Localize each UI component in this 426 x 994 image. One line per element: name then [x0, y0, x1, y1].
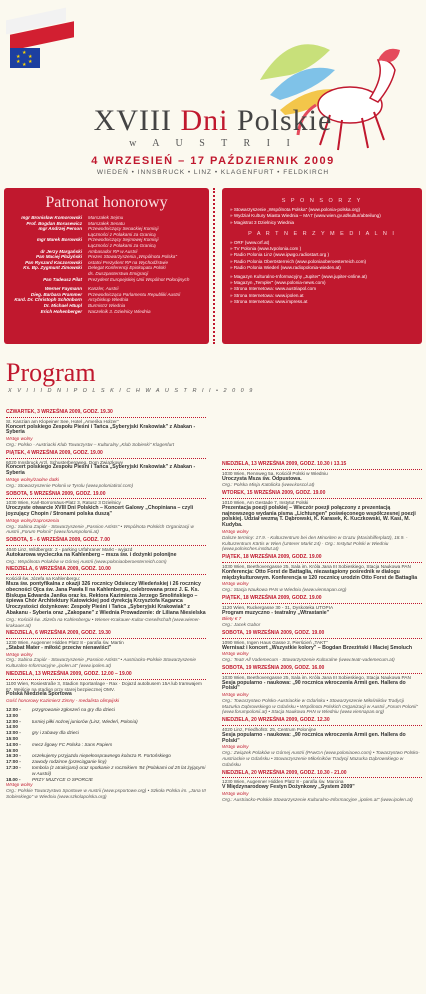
patron-function: Burmistrz Wiednia	[88, 302, 126, 308]
patron-row	[10, 309, 203, 315]
program-subtitle: X V I I I D N I P O L S K I C H W A U S T R I I • 2 0 0 9	[8, 388, 255, 394]
schedule-time: 16:30 -	[6, 753, 21, 759]
event-item	[6, 672, 206, 704]
event-entry: Wstęp wolny	[6, 436, 33, 442]
event-date: SOBOTA, 5 WRZEŚNIA 2009, GODZ. 19.00	[6, 492, 206, 500]
patron-name: Werner Faymann	[44, 286, 82, 292]
patron-name: mgr Marek Borowski	[36, 237, 82, 243]
event-address: 6020 Innsbruck Arzl, Schusterbergweg, Dom Związkowy	[6, 459, 123, 465]
sponsor-item: » Strona Internetowa: www.austriapol.com	[230, 286, 317, 292]
event-title: Prezentacja poezji polskiej – Wieczór poezji połączony z prezentacją najnowszego wydania pisma „Lichtungen" poświęconego współczesnej poezji polskiej. Udział wezmą T. Dąbrowski, K. Karasek, K. Kuczkowski, W. Kasi, M. Kudyba.	[222, 504, 416, 529]
event-address: 1230 Wien, Augenner Hidden Platz 8 - parafia św. Marcina	[222, 779, 344, 785]
schedule-desc: mecz ligowy FC Polska : Sans Papiers	[32, 741, 113, 747]
sponsor-item: » Wydział Kultury Miasta Wiednia – MA7 (www.wien.gv.at/kultur/abteilung)	[230, 213, 381, 219]
event-address: 4020 Linz, Friedhofstr. 25, Centrum Polonijne	[222, 727, 317, 733]
event-item	[222, 771, 422, 803]
event-date: NIEDZIELA, 6 WRZEŚNIA 2009, GODZ. 10.00	[6, 567, 206, 575]
patronat-panel	[4, 188, 209, 344]
event-title: „Stabat Mater - miłość przeciw nienawiści"	[6, 644, 112, 651]
event-date: SOBOTA, 5 - 6 WRZEŚNIA 2009, GODZ. 7.00	[6, 538, 206, 546]
patron-name: Dr. Michael Häupl	[43, 302, 82, 308]
event-address: 4040 Linz, Wildbergstr. 2 - parking Urfahraner Markt - wyjazd	[6, 546, 133, 552]
schedule-desc: oczekujemy przyjazdu niepełnosprawnego kolarza R. Fortońskiego	[32, 753, 171, 759]
event-date: NIEDZIELA, 13 WRZEŚNIA 2009, GODZ. 10.30 i 13.15	[222, 462, 422, 470]
event-date: SOBOTA, 19 WRZEŚNIA 2009, GODZ. 19.00	[222, 631, 422, 639]
patron-function: Arcybiskup Wiednia	[88, 297, 129, 303]
patron-function: Przewodniczący Senackiej Komisji	[88, 226, 159, 232]
event-address: Kościół św. Józefa na Kahlenbergu:	[6, 576, 81, 582]
patron-name: Prof. Bogdan Borusewicz	[26, 220, 82, 226]
patron-name: mgr Andrzej Person	[38, 226, 82, 232]
event-organizer: Org.: Sabina Zapiór - Stowarzyszenie „Passion Artists" • Wspólnota Polskich Organizacji w Austrii „Forum Polonii" (www.forumpolonii.at)	[6, 523, 194, 535]
event-date: NIEDZIELA, 13 WRZEŚNIA 2009, GODZ. 12.00 – 19.00	[6, 672, 206, 680]
schedule-desc: przygrowanie zgłoszeń na gry dla dzieci	[32, 707, 115, 713]
patron-function: ds. Duszpasterstwa Emigracji	[88, 270, 149, 276]
sponsor-item: » Magistrat 3 Dzielnicy Wiednia	[230, 219, 295, 225]
event-dates: 4 WRZESIEŃ – 17 PAŹDZIERNIK 2009	[91, 155, 335, 167]
event-organizer: Org.: Związek Polaków w Górnej Austrii (PAwGA (www.poloniaoeo.com) • Towarzystwo Polsko-Austriackie w Gdańsku • Stowarzyszenie Miłośników Tradycji Mazurka Dąbrowskiego w Gdańsku	[222, 750, 420, 767]
event-item	[222, 631, 422, 663]
schedule-desc: gry i zabawy dla dzieci	[32, 730, 79, 736]
patron-row	[10, 277, 203, 283]
patron-name: Dieg. Barbara Prammer	[30, 291, 82, 297]
program-left-column	[6, 410, 206, 800]
schedule-time: 14:00 - 16:00	[6, 741, 21, 753]
event-title: Msza św. pontyfikalna z okazji 326 rocznicy Odsieczy Wiedeńskiej i 26 rocznicy obecności Ojca św. Jana Pawła II na Kahlenbergu, celebrowana przez J. E. Ks. Biskupa Edwarda Janika oraz ks. Rektora Kazimierza Jerzego Smolińskiego – śpiewa Chór Architektury Katowickiej pod dyrekcją Krzysztofa Kaganca Uroczystości dożynkowe: Zespoły Pieśni i Tańca „Syberyjski Krakowiak" z Abakanu - Syberia oraz „Zakopane" z Wiednia Prowadzenie: dr Liliana Niesielska	[6, 580, 206, 616]
event-title: Program muzyczno - teatralny „Wtrastanie"	[222, 609, 330, 616]
event-date: NIEDZIELA, 20 WRZEŚNIA 2009, GODZ. 12.30	[222, 718, 422, 726]
schedule-row	[6, 730, 206, 742]
patron-function: Delegat Konferencji Episkopatu Polski	[88, 265, 166, 271]
event-title: V Międzynarodowy Festyn Dożynkowy „System 2009"	[222, 784, 355, 791]
patron-function: Naczelnik 3. Dzielnicy Wiednia	[88, 308, 151, 314]
sponsor-item: » Strona Internetowa: www.impress.at	[230, 298, 308, 304]
event-item	[6, 538, 206, 564]
event-organizer: Org.: Stacja Naukowa PAN w Wiedniu (www.viennapan.org)	[222, 587, 347, 593]
event-item	[6, 410, 206, 448]
event-cities: WIEDEŃ • INNSBRUCK • LINZ • KLAGENFURT • FELDKIRCH	[96, 169, 330, 176]
schedule-organizer: Org.: Polskie Towarzystwo Sportowe w Austrii (www.psportowe.org) • Szkoła Polska im. „Jana III Sobieskiego" w Wiedniu (www.szkolapolska.org)	[6, 788, 206, 800]
program-right-column	[222, 462, 422, 806]
event-address: 1120 Wien, Ruckergasse 30 - 31, Dyskoteka UTOPIA	[222, 604, 334, 610]
sponsor-item: » TV Polonia (www.tvpolonia.com )	[230, 246, 302, 252]
patron-function: Łączności z Polakami za Granicą	[88, 242, 156, 248]
schedule-time: 13:00 - 15:00	[6, 730, 21, 742]
schedule-desc: zawody rodzinne (przeciąganie liny)	[32, 759, 107, 765]
event-address: 1010 Wien, Am Gestade 7, Instytut Polski	[222, 499, 309, 505]
event-entry: Wstęp wolny/zaolne datki	[6, 476, 59, 482]
event-entry: Wstęp wolny	[222, 692, 249, 698]
event-entry: Wstęp wolny	[222, 651, 249, 657]
event-title: Sesja popularno - naukowa: „90 rocznica wkroczenia Armii gen. Hallera do Polski"	[222, 679, 406, 692]
event-item	[222, 666, 422, 715]
patron-name: dr Jerzy Margański	[40, 248, 82, 254]
event-item	[222, 462, 422, 488]
schedule-row	[6, 707, 206, 719]
event-organizer: Org.: Teatr All Vademecum - Stowarzyszenie Kulturalne (www.teatr-vademecum.at)	[222, 657, 395, 663]
schedule-row	[6, 765, 206, 777]
schedule-row	[6, 777, 206, 783]
event-item	[6, 492, 206, 536]
program-title: Program	[6, 358, 96, 387]
event-title: Konferencja: Otto Forst de Battaglia, niezastąpiony pośrednik w dialogu międzykulturowym. Konferencja w 120 rocznicę urodzin Otto Forst de Battaglia	[222, 568, 418, 581]
event-organizer: Org.: Jacek Gabor	[222, 622, 261, 628]
patronat-title: Patronat honorowy	[45, 194, 168, 211]
event-item	[222, 491, 422, 552]
page-title: XVIII Dni Polskie	[93, 104, 333, 137]
sponsor-item: » Magazyn Kulturalno-Informacyjny „Jupiter" (www.jupiter-online.at)	[230, 274, 367, 280]
event-address: St. Kanzian am Klopeiner See, Hotel „Amerika Holzer"	[6, 418, 119, 424]
sponsor-item: » Magazyn „Templer" (www.polonia-news.com)	[230, 280, 326, 286]
event-item	[6, 631, 206, 669]
event-address: 1100 Wien, Rosiestraße 3, Stadion Sportanlage - Rax · Dojazd autobusem 15A lub tramwajem 67. Wejście na stadion przy starej bezpiecznej OMV.	[6, 680, 202, 692]
event-entry: Wstęp wolny	[222, 744, 249, 750]
patron-function: Kanzler, Austrii	[88, 286, 119, 292]
event-entry: Wstęp wolny	[222, 791, 249, 797]
event-organizer: Org.: Stowarzyszenie Polonii w Tyrolu (www.poloniatirol.com)	[6, 482, 134, 488]
event-address: 1030 Wien, Karl-Borromäus-Platz 3, Ratusz 3 Dzielnicy	[6, 500, 121, 506]
sponsors-heading: S P O N S O R Z Y	[281, 198, 363, 204]
event-title: Koncert polskiego Zespołu Pieśni i Tańca „Syberyjski Krakowiak" z Abakan - Syberia	[6, 464, 196, 477]
schedule-row	[6, 742, 206, 754]
event-date: NIEDZIELA, 6 WRZEŚNIA 2009, GODZ. 19.30	[6, 631, 206, 639]
event-organizer: Dalsze terminy: 17.9. - Kulturzentrum bei den Minoriten w Grazu (Mariahilferplatz), 18.9. - Kulturzentrum Kärtis w Wien (Unterer Markt 24) · Org.: Instytut Polski w Wiedniu (www.polnisches.institut.at)	[222, 534, 408, 552]
event-date: NIEDZIELA, 20 WRZEŚNIA 2009, GODZ. 10.30 - 21.00	[222, 771, 422, 779]
patron-function: Prezes Stowarzyszenia „Wspólnota Polska"	[88, 254, 177, 260]
event-entry: Wstęp wolny	[6, 651, 33, 657]
event-organizer: Org.: Sabina Zapiór - Stowarzyszenie „Passion Artists" • Austriacko-Polskie Stowarzyszenie Kulturalno-Informacyjne „ipolen.at" (www.ipolen.at)	[6, 657, 197, 669]
divider	[213, 188, 217, 344]
event-organizer: Org.: Wspólnota Polaków w Górnej Austrii (www.poloniaoberoesterreich.com)	[6, 558, 167, 564]
patron-function: Przewodnicząca Parlamentu Republiki Austrii	[88, 291, 181, 297]
event-address: 1090 Wien, Ingen Haus Gasse 2, Pierścień „TAKT"	[222, 639, 328, 645]
schedule-time: 12:00 - 14:00	[6, 718, 21, 730]
event-title: Sesja popularno - naukowa: „90 rocznica wkroczenia Armii gen. Hallera do Polski"	[222, 731, 406, 744]
event-entry: Wstęp wolny	[222, 528, 249, 534]
event-date: WTOREK, 15 WRZEŚNIA 2009, GODZ. 19.00	[222, 491, 422, 499]
patron-function: Łączności z Polakami za Granicą	[88, 231, 156, 237]
event-entry: Gość honorowy Kazimierz Zimny - medalista olimpijski	[6, 698, 120, 704]
patron-name: Kard. Dr. Christoph Schönborn	[14, 297, 82, 303]
patron-function: Ambasador RP w Austrii	[88, 248, 138, 254]
patron-function: Marszałek Sejmu	[88, 215, 124, 220]
sponsor-item: » Radio Polonia Wiedeń (www.radiopolonia-wieden.at)	[230, 264, 341, 270]
event-date: PIĄTEK, 18 WRZEŚNIA 2009, GODZ. 19.00	[222, 555, 422, 563]
patron-function: Marszałek Senatu	[88, 220, 125, 226]
page-subtitle: w A U S T R I I	[129, 138, 297, 149]
event-title: Wernisaż i koncert „Wszystkie kolory" – Bogdan Brzeziński i Maciej Smoluch	[222, 644, 413, 651]
patron-name: Pan Ryszard Kaczorowski	[25, 259, 82, 265]
schedule-desc: PRZY MUZYCE O SPORCIE	[32, 776, 93, 782]
schedule-time: 18.00 -	[6, 776, 21, 782]
patron-name: Erich Hohenberger	[40, 308, 82, 314]
event-address: 1030 Wien, Beethovengasse 25, Sala im. Króla Jana III Sobieskiego, Stacja Naukowa PAN	[222, 674, 411, 680]
event-organizer: Org.: Polsko - Austriacki Klub Towarzystw – Kulturalny „Klub Sobieski" Klagenfurt	[6, 441, 175, 447]
sponsor-item: » Radio Polonia Oberösterreich (www.poloniaoberoesterreich.com)	[230, 258, 367, 264]
event-address: 1030 Wien, Beethovengasse 25, Sala im. Króla Jana III Sobieskiego, Stacja Naukowa PAN	[222, 563, 411, 569]
event-item	[222, 596, 422, 628]
schedule-desc: turniej piłki nożnej juniorów (Linz, Wiedeń, Polonia)	[32, 718, 138, 724]
patron-name: Pan Maciej Płażyński	[36, 254, 82, 260]
patron-name: mgr Bronisław Komorowski	[21, 215, 82, 220]
sponsor-item: » ORF (www.orf.at)	[230, 240, 270, 246]
schedule-time: 17:30 -	[6, 765, 21, 771]
schedule-time: 17:00 -	[6, 759, 21, 765]
sponsor-item: » Stowarzyszenie „Wspólnota Polska" (www.polonia-polska.org)	[230, 207, 361, 213]
schedule-row	[6, 719, 206, 731]
event-item	[222, 555, 422, 593]
event-organizer: Org.: Austriacko-Polskie Stowarzyszenie Kulturalno-Informacyjne „ipolen.at" (www.ipolen.at)	[222, 796, 413, 802]
event-title: Koncert polskiego Zespołu Pieśni i Tańca „Syberyjski Krakowiak" z Abakan - Syberia	[6, 423, 196, 436]
schedule-time: 12:00 - 13:00	[6, 707, 21, 718]
event-organizer: Org.: Polska Misja Katolicka (www.koscol.at)	[222, 482, 315, 488]
sponsor-item: » Radio Polonia Linz (www.ipwgo.radiostart.org )	[230, 252, 330, 258]
event-item	[6, 451, 206, 489]
event-title: Polska Niedziela Sportowa	[6, 691, 72, 698]
eu-flag-icon: ★ ★ ★ ★ ★ ★	[10, 48, 40, 68]
event-date: SOBOTA, 19 WRZEŚNIA 2009, GODZ. 16.00	[222, 666, 422, 674]
event-address: 1030 Wien, Rennweg 5a, Kościół Polski w Wiedniu	[222, 470, 328, 476]
event-organizer: Org.: Towarzystwo Polsko-Austriackie w Gdańsku • Stowarzyszenie Miłośników Tradycji Mazurka Dąbrowskiego w Gdańsku • Wspólnota Polskich Organizacji w Austrii „Forum Polonii" (www.forumpolonii.at) • Stacja Naukowa PAN w Wiedniu (www.viennapan.org)	[222, 697, 418, 715]
patron-name: Ks. Bp. Zygmunt Zimowski	[23, 265, 82, 271]
event-date: CZWARTEK, 3 WRZEŚNIA 2009, GODZ. 19.30	[6, 410, 206, 418]
event-item	[6, 567, 206, 628]
media-partners-heading: P A R T N E R Z Y M E D I A L N I	[248, 230, 396, 237]
patron-name: Pan Tadeusz Pilat	[43, 276, 82, 282]
schedule-desc: tombola (z atrakcjami) oraz spotkanie z rocznikiem '84 (Polakami od 25 lat żyjącymi w Austrii)	[32, 765, 206, 776]
event-date: PIĄTEK, 18 WRZEŚNIA 2009, GODZ. 19.00	[222, 596, 422, 604]
event-item	[222, 718, 422, 767]
event-title: Uroczyste otwarcie XVIII Dni Polskich – Koncert Galowy „Chopiniana – czyli joyzujący Chopin / Stronami polska duszą"	[6, 505, 194, 517]
sponsors-panel	[222, 188, 422, 344]
patron-function: Prezydent Europejskiej Unii Wspólnot Polonijnych	[88, 276, 190, 282]
event-title: Uroczysta Msza św. Odpustowa.	[222, 475, 302, 482]
event-organizer: Org.: Kościół św. Józefa na Kahlenbergu • Wiener-Krakauer-Kultur-Gesellschaft (www.wiener-krakauer.at)	[6, 616, 201, 628]
patron-function: Przewodniczący Sejmowej Komisji	[88, 237, 159, 243]
event-address: 1230 Wien, Augenner Hidden Platz 8 - parafia św. Martin	[6, 640, 124, 646]
patron-function: ostatni Prezydent RP na Wychodźstwie	[88, 259, 169, 265]
sponsor-item: » Strona Internetowa: www.ipolen.at	[230, 292, 304, 298]
event-title: Autokarowa wycieczka na Kahlenberg – msza św. i dożynki polonijne	[6, 551, 177, 558]
schedule-entry: Wstęp wolny	[6, 782, 33, 788]
event-entry: Wstęp wolny	[222, 581, 249, 587]
event-entry: Bilety € 7	[222, 616, 242, 622]
event-date: PIĄTEK, 4 WRZEŚNIA 2009, GODZ. 19.00	[6, 451, 206, 459]
event-entry: Wstęp wolny/zaproszenia	[6, 517, 60, 523]
